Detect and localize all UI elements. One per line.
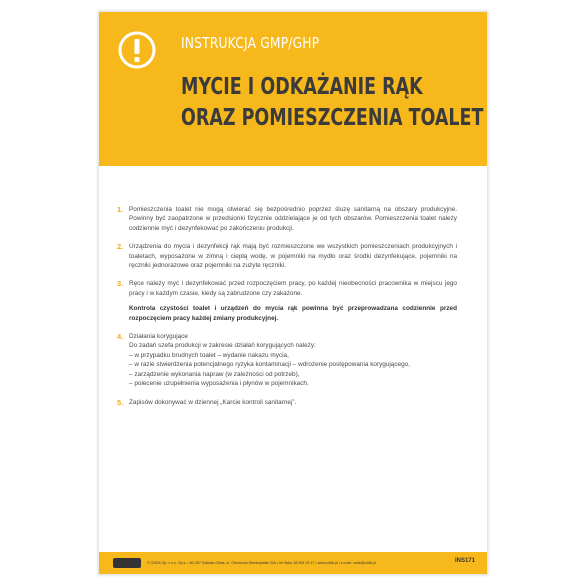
- item-number: 1.: [117, 205, 124, 214]
- footer-contact-text: © ODDK Sp. z o.o. Sp.k. • 80-357 Gdańsk-Oliwa, ul. Obrońców Westerplatte 32A • tel./faks: 58 554 29 17 • www.oddk.pl • e-mail: oddk@oddk.pl: [147, 561, 376, 565]
- list-item: [117, 279, 457, 323]
- corrective-action-line: – w razie stwierdzenia potencjalnego ryzyka kontaminacji – wdrożenie postępowania korygującego,: [129, 361, 410, 369]
- instruction-sheet: [98, 11, 488, 575]
- item-number: 2.: [117, 242, 124, 252]
- header-band: [99, 12, 487, 166]
- oddk-logo: [113, 558, 141, 568]
- item-number: 3.: [117, 279, 124, 289]
- item-number: 5.: [117, 397, 124, 407]
- corrective-action-line: – w przypadku brudnych toalet – wydanie nakazu mycia,: [129, 351, 289, 359]
- item-text: Pomieszczenia toalet nie mogą otwierać się bezpośrednio poprzez śluzę sanitarną na obszary produkcyjne. Powinny być zaopatrzone w przedsionki fizycznie oddzielające je od tych obszarów. Pomieszczenia toalet należy codziennie myć i dezynfekować po zakończeniu produkcji.: [129, 206, 457, 232]
- title-line-1: MYCIE I ODKAŻANIE RĄK: [181, 74, 423, 100]
- exclamation-circle-icon: [117, 30, 157, 70]
- item-text: Urządzenia do mycia i dezynfekcji rąk mają być rozmieszczone we wszystkich pomieszczeniach produkcyjnych i toaletach, wyposażone w zimną i ciepłą wodę, w pojemniki na mydło oraz środki dezynfekujące, pojemniki na ręczniki jednorazowe oraz pojemniki na zużyte ręczniki.: [129, 243, 457, 270]
- list-item: [117, 242, 457, 270]
- instruction-kicker: INSTRUKCJA GMP/GHP: [181, 34, 320, 52]
- title-line-2: ORAZ POMIESZCZENIA TOALET: [181, 105, 484, 131]
- document-code: INS171: [454, 558, 475, 564]
- page-title: [181, 72, 485, 134]
- list-item: [117, 398, 457, 407]
- list-item: [117, 332, 457, 388]
- item-heading: Działania korygujące: [129, 333, 188, 341]
- list-item: [117, 205, 457, 233]
- instruction-list: [117, 205, 457, 416]
- item-number: 4.: [117, 332, 124, 342]
- item-text: Zapisów dokonywać w dziennej „Karcie kontroli sanitarnej”.: [129, 398, 297, 406]
- item-text: Ręce należy myć i dezynfekować przed rozpoczęciem pracy, po każdej nieobecności pracownika w miejscu jego pracy i w każdym czasie, kiedy są zabrudzone czy zakażone.: [129, 280, 457, 297]
- item-bold-note: Kontrola czystości toalet i urządzeń do mycia rąk powinna być przeprowadzana codziennie przed rozpoczęciem pracy każdej zmiany produkcyjnej.: [129, 305, 457, 322]
- corrective-action-line: – zarządzenie wykonania napraw (w zależności od potrzeb),: [129, 370, 300, 378]
- corrective-action-line: – polecenie uzupełnienia wyposażenia i płynów w pojemnikach.: [129, 380, 309, 388]
- footer-band: [99, 552, 487, 574]
- item-intro: Do zadań szefa produkcji w zakresie działań korygujących należy:: [129, 342, 316, 350]
